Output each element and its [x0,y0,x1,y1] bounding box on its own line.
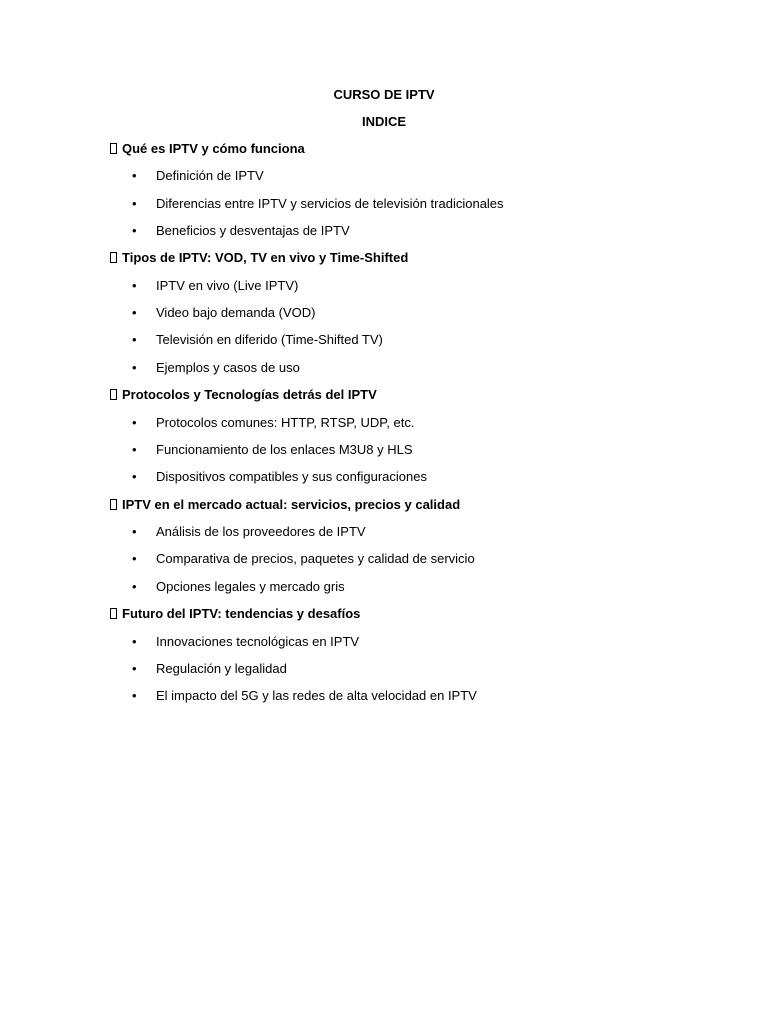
list-item-text: IPTV en vivo (Live IPTV) [156,278,299,293]
list-item [132,196,504,212]
missing-glyph-icon [110,499,117,510]
section-heading-text: IPTV en el mercado actual: servicios, precios y calidad [122,497,461,512]
list-item [132,469,427,485]
missing-glyph-icon [110,389,117,400]
list-item-text: Televisión en diferido (Time-Shifted TV) [156,332,383,347]
section-heading-text: Qué es IPTV y cómo funciona [122,141,305,156]
list-item [132,551,475,567]
document-title: CURSO DE IPTV [333,87,435,102]
section-heading-text: Protocolos y Tecnologías detrás del IPTV [122,387,377,402]
list-item [132,360,300,376]
bullet-icon: • [132,278,137,293]
list-item [132,332,383,348]
missing-glyph-icon [110,143,117,154]
bullet-icon: • [132,223,137,238]
list-item [132,168,264,184]
bullet-icon: • [132,360,137,375]
list-item [132,524,366,540]
bullet-icon: • [132,634,137,649]
bullet-icon: • [132,579,137,594]
list-item-text: Funcionamiento de los enlaces M3U8 y HLS [156,442,413,457]
bullet-icon: • [132,469,137,484]
list-item-text: Regulación y legalidad [156,661,287,676]
list-item-text: Definición de IPTV [156,168,264,183]
list-item [132,661,287,677]
list-item-text: Protocolos comunes: HTTP, RTSP, UDP, etc. [156,415,415,430]
list-item [132,688,477,704]
section-heading-text: Tipos de IPTV: VOD, TV en vivo y Time-Shifted [122,250,409,265]
list-item [132,579,345,595]
list-item-text: Dispositivos compatibles y sus configuraciones [156,469,427,484]
section-heading [110,250,408,266]
document-subtitle: INDICE [361,114,407,129]
list-item-text: Video bajo demanda (VOD) [156,305,316,320]
section-heading [110,497,460,513]
list-item [132,634,359,650]
bullet-icon: • [132,524,137,539]
bullet-icon: • [132,688,137,703]
section-heading [110,141,305,157]
bullet-icon: • [132,442,137,457]
missing-glyph-icon [110,608,117,619]
list-item [132,415,414,431]
list-item-text: El impacto del 5G y las redes de alta velocidad en IPTV [156,688,477,703]
missing-glyph-icon [110,252,117,263]
list-item [132,223,350,239]
list-item-text: Opciones legales y mercado gris [156,579,345,594]
section-heading [110,387,377,403]
bullet-icon: • [132,332,137,347]
section-heading [110,606,360,622]
list-item-text: Comparativa de precios, paquetes y calidad de servicio [156,551,475,566]
bullet-icon: • [132,551,137,566]
list-item-text: Beneficios y desventajas de IPTV [156,223,350,238]
bullet-icon: • [132,661,137,676]
list-item [132,305,315,321]
list-item [132,278,298,294]
bullet-icon: • [132,415,137,430]
bullet-icon: • [132,305,137,320]
list-item-text: Innovaciones tecnológicas en IPTV [156,634,360,649]
section-heading-text: Futuro del IPTV: tendencias y desafíos [122,606,361,621]
list-item-text: Diferencias entre IPTV y servicios de televisión tradicionales [156,196,504,211]
bullet-icon: • [132,168,137,183]
list-item-text: Análisis de los proveedores de IPTV [156,524,366,539]
bullet-icon: • [132,196,137,211]
list-item-text: Ejemplos y casos de uso [156,360,300,375]
list-item [132,442,413,458]
